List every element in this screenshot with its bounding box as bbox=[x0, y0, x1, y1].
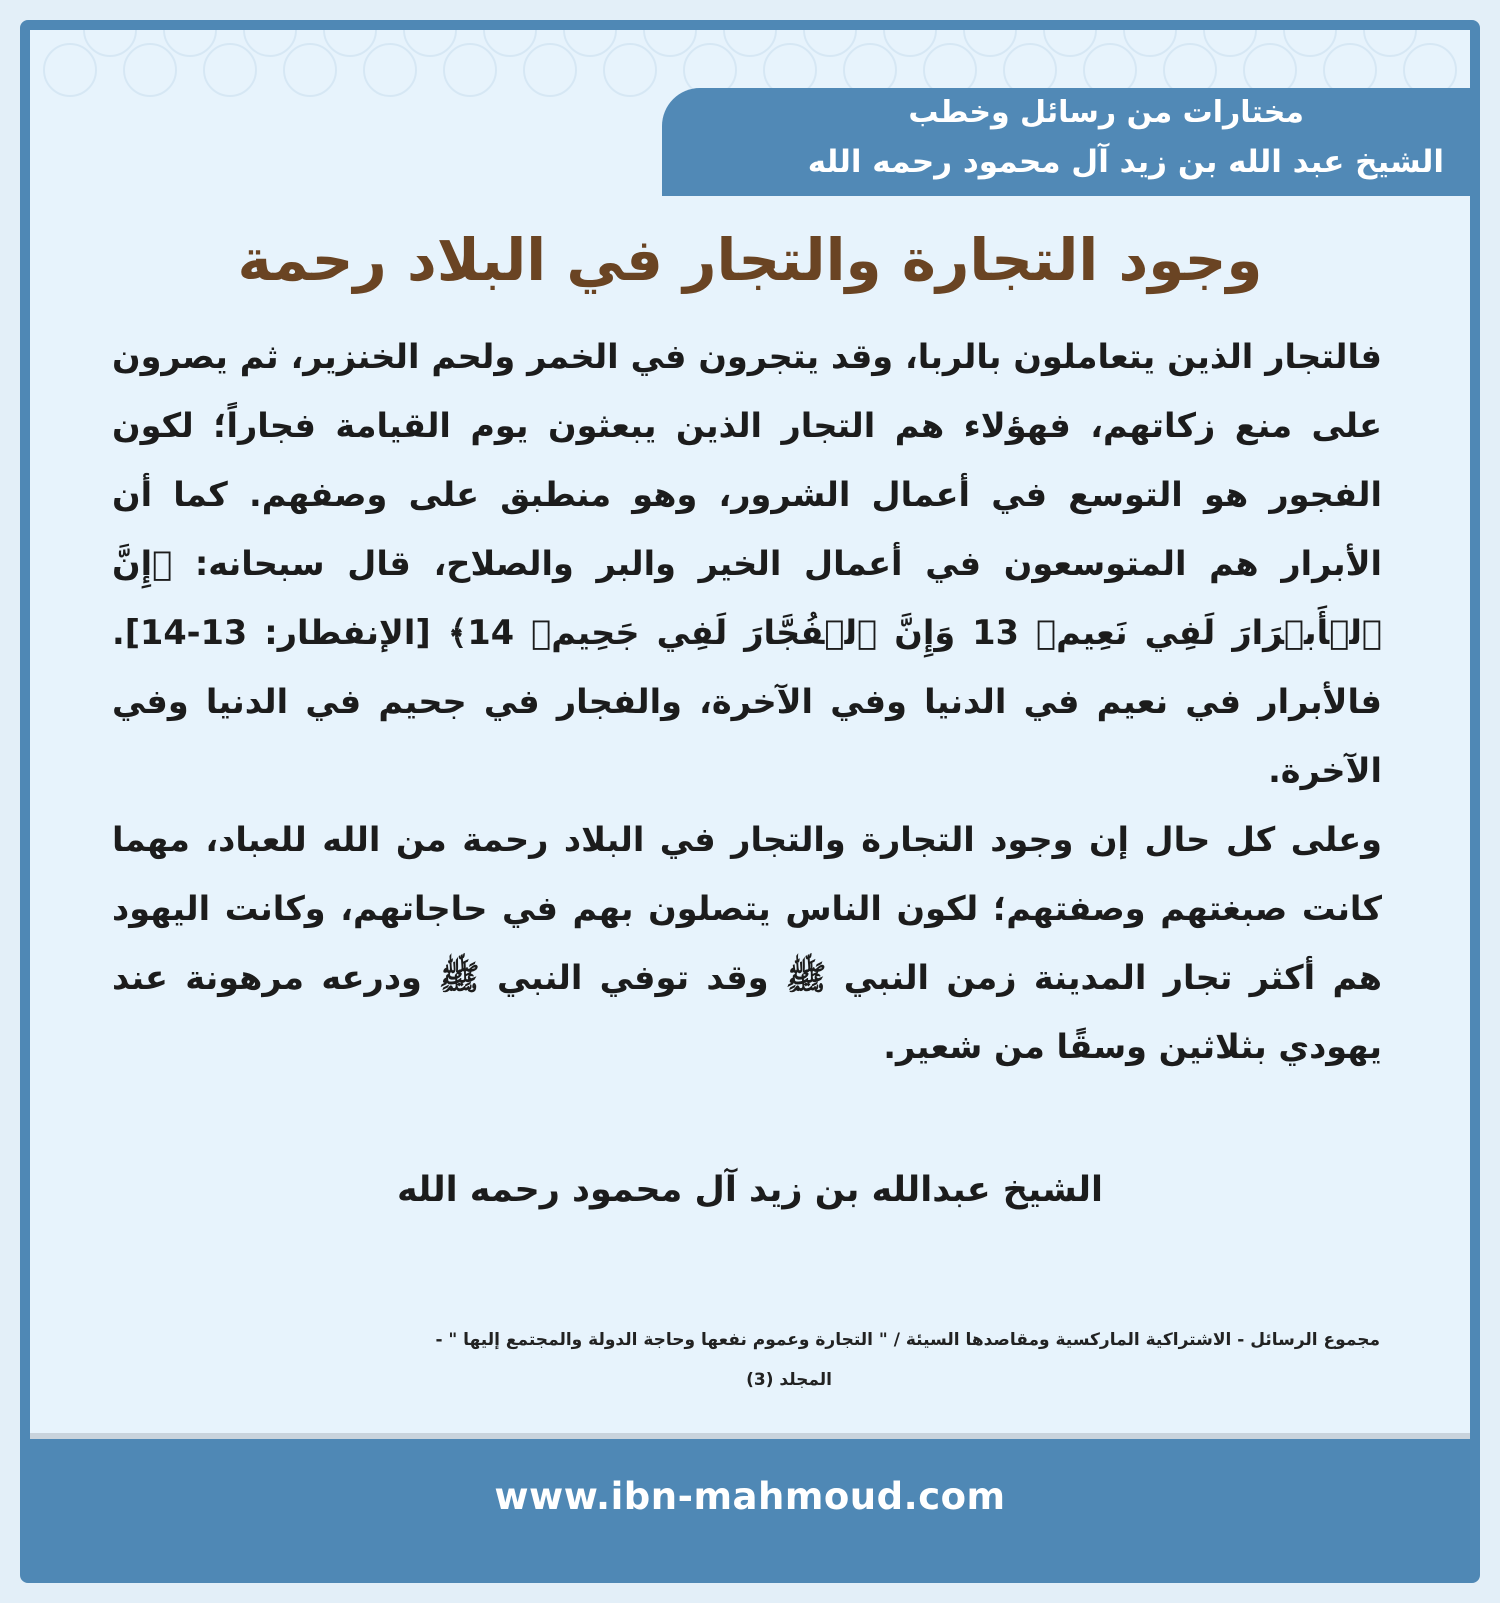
page-frame bbox=[20, 20, 1480, 1583]
author-name-header: الشيخ عبد الله بن زيد آل محمود رحمه الله bbox=[807, 144, 1444, 180]
paragraph-1-start: فالتجار الذين يتعاملون بالربا، وقد يتجرون في الخمر ولحم الخنزير، ثم يصرون على منع زكاتهم، فهؤلاء هم التجار الذين يبعثون يوم القيامة فجاراً؛ لكون الفجور هو التوسع في أعمال الشرور، وهو منطبق على وصفهم. كما أن الأبرار هم المتوسعون في أعمال الخير والبر والصلاح، قال سبحانه: bbox=[112, 337, 1382, 583]
website-link[interactable]: www.ibn-mahmoud.com bbox=[494, 1475, 1006, 1518]
quran-verse: ﴿إِنَّ ٱلۡأَبۡرَارَ لَفِي نَعِيمٖ 13 وَإِنَّ ٱلۡفُجَّارَ لَفِي جَحِيمٖ 14﴾ bbox=[112, 544, 1382, 652]
paragraph-1 bbox=[112, 322, 1382, 805]
verse-reference: [الإنفطار: 13-14]. bbox=[112, 613, 448, 652]
series-title: مختارات من رسائل وخطب bbox=[908, 95, 1304, 130]
article-body bbox=[112, 322, 1382, 1081]
page-title: وجود التجارة والتجار في البلاد رحمة bbox=[237, 226, 1263, 294]
paragraph-1-end: فالأبرار في نعيم في الدنيا وفي الآخرة، والفجار في جحيم في الدنيا وفي الآخرة. bbox=[112, 682, 1382, 790]
header-banner bbox=[662, 88, 1470, 196]
author-signature: الشيخ عبدالله بن زيد آل محمود رحمه الله bbox=[396, 1170, 1104, 1210]
source-citation bbox=[130, 1320, 1380, 1400]
paragraph-2: وعلى كل حال إن وجود التجارة والتجار في البلاد رحمة من الله للعباد، مهما كانت صبغتهم وصفتهم؛ لكون الناس يتصلون بهم في حاجاتهم، وكانت اليهود هم أكثر تجار المدينة زمن النبي ﷺ وقد توفي النبي ﷺ ودرعه مرهونة عند يهودي بثلاثين وسقًا من شعير. bbox=[112, 820, 1382, 1066]
source-line-2: المجلد (3) bbox=[746, 1370, 832, 1390]
footer-bar bbox=[30, 1433, 1470, 1573]
source-line-1: مجموع الرسائل - الاشتراكية الماركسية ومقاصدها السيئة / " التجارة وعموم نفعها وحاجة الدولة والمجتمع إليها " - bbox=[435, 1330, 1380, 1350]
